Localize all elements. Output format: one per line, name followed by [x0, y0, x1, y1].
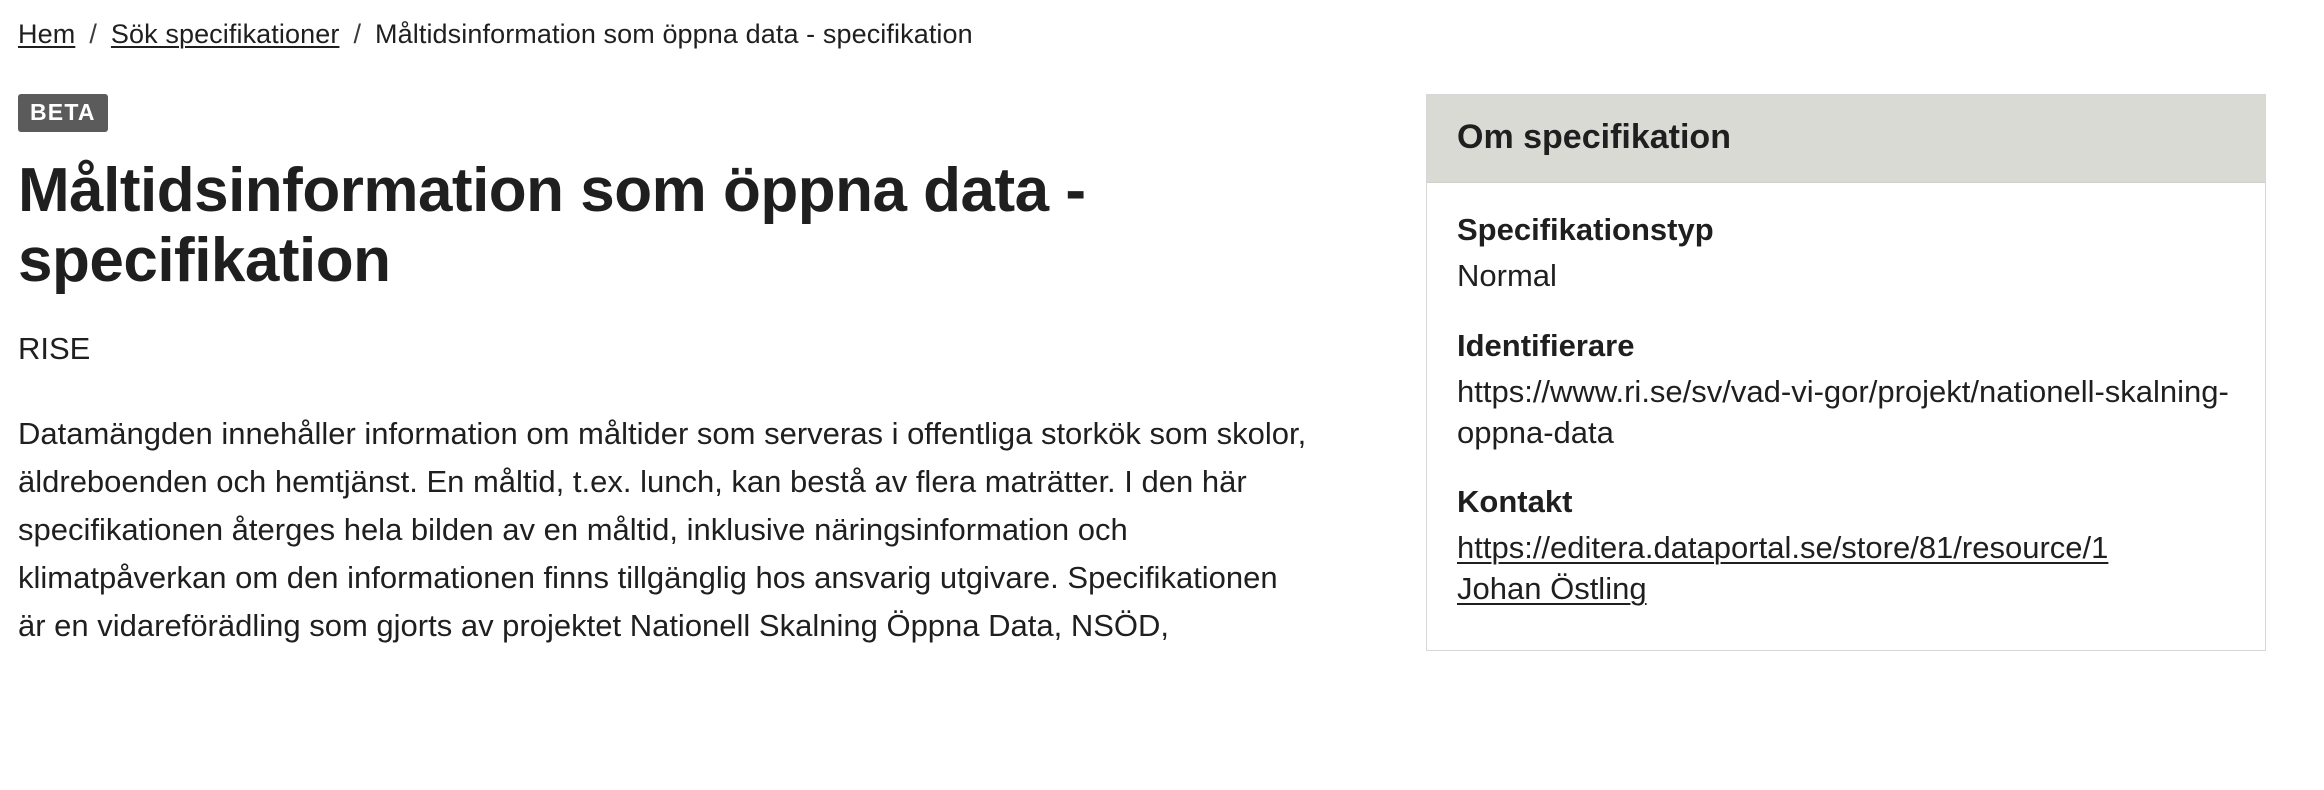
- contact-person-link[interactable]: Johan Östling: [1457, 571, 1647, 607]
- breadcrumb-item-search-specifications[interactable]: Sök specifikationer: [110, 19, 340, 49]
- field-identifier: [1457, 327, 2235, 454]
- content-layout: [0, 94, 2324, 680]
- field-label: Kontakt: [1457, 484, 1573, 520]
- sidebar-column: [1426, 94, 2266, 651]
- breadcrumb-item-home[interactable]: Hem: [18, 19, 76, 49]
- field-value: https://www.ri.se/sv/vad-vi-gor/projekt/nationell-skalning-oppna-data: [1457, 373, 2229, 450]
- field-contact: [1457, 483, 2235, 610]
- status-badge: BETA: [18, 94, 108, 132]
- breadcrumb: [0, 0, 2324, 50]
- breadcrumb-separator-1: /: [89, 19, 97, 49]
- field-specification-type: [1457, 211, 2235, 297]
- field-value: Normal: [1457, 257, 1557, 293]
- specification-description: Datamängden innehåller information om måltider som serveras i offentliga storkök som skolor, äldreboenden och hemtjänst. En måltid, t.ex. lunch, kan bestå av flera maträtter. I den här specifikationen återges hela bilden av en måltid, inklusive näringsinformation och klimatpåverkan om den informationen finns tillgänglig hos ansvarig utgivare. Specifikationen är en vidareförädling som gjorts av projektet Nationell Skalning Öppna Data, NSÖD,: [18, 415, 1307, 643]
- panel-title: Om specifikation: [1457, 118, 1731, 157]
- field-label: Specifikationstyp: [1457, 212, 1714, 248]
- breadcrumb-separator-2: /: [353, 19, 362, 49]
- breadcrumb-item-current: Måltidsinformation som öppna data - specifikation: [375, 19, 973, 49]
- main-column: [18, 94, 1408, 680]
- panel-header: [1427, 95, 2265, 183]
- contact-resource-link[interactable]: https://editera.dataportal.se/store/81/resource/1: [1457, 530, 2109, 566]
- about-specification-panel: [1426, 94, 2266, 651]
- page-title: Måltidsinformation som öppna data - specifikation: [18, 156, 1086, 295]
- publisher-name: RISE: [18, 331, 91, 367]
- field-label: Identifierare: [1457, 327, 1635, 363]
- panel-body: [1427, 183, 2265, 650]
- field-value: [1457, 528, 2235, 610]
